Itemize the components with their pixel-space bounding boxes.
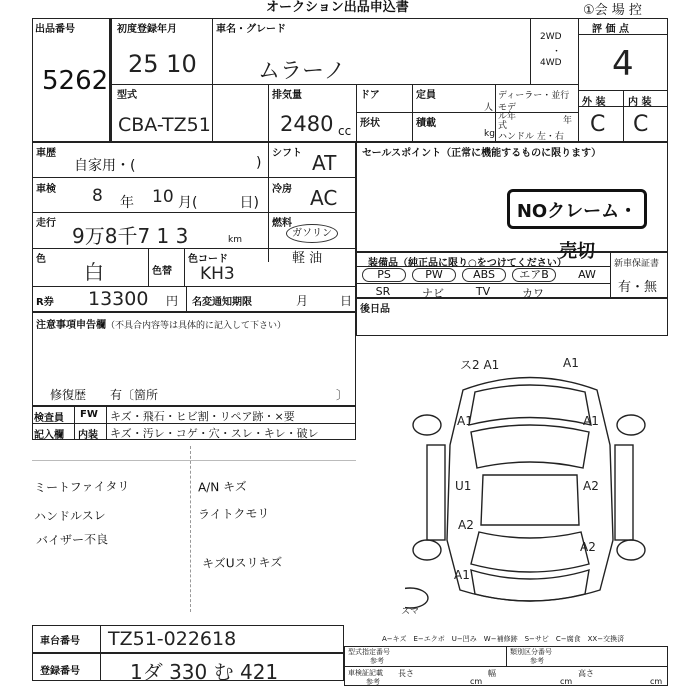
grid-line [578,90,668,91]
note-line: ミートファイタリ [33,479,130,495]
accessory-label: 後日品 [360,304,390,315]
diagram-mark: ス2 A1 [460,358,500,372]
inspector-label: 検査員 [34,413,64,424]
note-line: A/N キズ [197,479,247,495]
model-type-value: CBA-TZ51 [118,114,211,136]
color-type-label: 色替 [152,266,172,277]
history-value: 自家用・( [74,158,136,174]
wheel-rear-right [617,540,645,560]
grid-line [148,248,149,286]
length-label: 長さ [398,669,414,678]
diagram-mark: A2 [583,479,599,493]
displacement-label: 排気量 [272,90,302,101]
repair-history: 修復歴 有〔箇所 [50,388,159,402]
model-year-label: モデル年式 [498,103,517,131]
capacity-label: 定員 [416,90,436,101]
car-hood [469,385,591,425]
notice-title: 注意事項申告欄 [36,320,106,331]
notice-label [36,316,286,331]
mileage-label: 走行 [36,218,56,229]
no-claim-stamp: NOクレーム・売切 [507,189,647,229]
note-line: ハンドルスレ [33,508,106,524]
yen-unit: 円 [166,294,179,308]
name-change-label: 名変通知期限 [192,297,252,308]
repair-history-close: 〕 [336,388,349,402]
diagram-mark: スマ [401,607,419,617]
inspection-year-unit: 年 [120,195,134,211]
inspection-day: ( 日) [192,195,259,211]
grid-line [74,406,75,440]
fuel-label: 燃料 [272,218,292,229]
wheel-rear-left [413,540,441,560]
ac-value: AC [310,186,338,210]
interior-short-label: 内装 [78,430,98,441]
diagram-mark: U1 [455,479,472,493]
grid-line [32,286,356,287]
model-type-label: 型式 [117,90,137,101]
class-ref: 参考 [530,657,544,665]
notes-divider [190,446,191,612]
car-left-door [427,445,445,540]
exterior-value: C [590,112,606,137]
drive-dot: ・ [552,47,562,57]
car-roof [481,475,579,525]
name-change-month: 月 [296,294,309,308]
car-damage-diagram [405,350,655,620]
color-code-label: 色コード [188,254,228,265]
history-label: 車歴 [36,148,56,159]
rating-label: 評 価 点 [592,24,629,35]
equipment-item: ナビ [422,287,444,300]
equipment-item: SR [375,285,391,298]
drive-2wd: 2WD [540,32,562,42]
interior-label: 内 装 [628,97,652,108]
diagram-mark: A1 [454,568,470,582]
length-cm: cm [470,677,483,686]
shift-label: シフト [272,148,302,159]
color-label: 色 [36,254,46,265]
lot-number-value: 5262 [42,66,109,96]
shift-value: AT [312,151,337,175]
grid-line [212,18,213,142]
equipment-item: PW [412,268,456,282]
entry-column-label: 記入欄 [34,430,64,441]
new-car-warranty-label: 新車保証書 [614,259,660,269]
ac-label: 冷房 [272,184,292,195]
car-windshield [471,425,589,468]
damage-exterior-key: キズ・飛石・ヒビ割・リペア跡・×要 [110,410,295,423]
equipment-item: AW [578,268,596,281]
rating-value: 4 [612,44,634,84]
grid-line [184,248,185,286]
equipment-item: エアB [512,268,556,282]
equipment-label: 装備品（純正品に限り○をつけてください） [368,258,567,269]
width-cm: cm [560,677,573,686]
person-unit: 人 [484,103,494,113]
car-rear-window [471,532,589,572]
designated-ref: 参考 [370,657,384,665]
grid-line [106,406,107,440]
first-registration-label: 初度登録年月 [117,24,177,35]
equipment-item: カワ [522,287,544,300]
inspection-month-unit: 月 [178,195,192,211]
grid-line [32,212,356,213]
fuel-diesel: 軽 油 [292,251,323,266]
grid-line [356,112,578,113]
cert-ref: 参考 [366,678,380,686]
width-label: 幅 [488,669,496,678]
grid-line [610,252,611,298]
designated-no-label: 型式指定番号 [348,648,390,656]
equipment-item: PS [362,268,406,282]
wheel-front-right [617,415,645,435]
exterior-label: 外 装 [582,97,606,108]
color-code-value: KH3 [200,264,235,284]
registration-label: 登録番号 [40,666,80,677]
diagram-mark: A1 [457,414,473,428]
header-title: オークション出品申込書 [266,0,409,15]
damage-interior-key: キズ・汚レ・コゲ・穴・スレ・キレ・破レ [110,427,319,440]
name-change-day: 日 [340,294,353,308]
grid-line [186,286,187,312]
chassis-value: TZ51-022618 [108,628,237,650]
fw-label: FW [80,409,98,420]
cert-size-label: 車検証記載 [348,669,383,677]
diagram-mark: A1 [563,356,579,370]
class-no-label: 類別区分番号 [510,648,552,656]
grid-line [268,142,269,262]
notice-small: （不具合内容等は具体的に記入して下さい） [106,321,287,331]
grid-line [506,646,507,666]
car-name-value: ムラーノ [258,59,346,84]
grid-line [412,84,413,142]
color-value: 白 [84,260,104,284]
height-label: 高さ [578,669,594,678]
lot-number-label: 出品番号 [35,24,75,35]
fuel-gas-circled: ガソリン [286,224,338,243]
inspection-month-value: 10 [152,187,174,207]
note-line: キズUスリキズ [201,555,283,571]
note-line: バイザー不良 [35,532,109,548]
cc-unit: cc [338,124,352,138]
damage-legend: A−キズ E−エクボ U−凹み W−補修跡 S−サビ C−腐食 XX−交換済 [382,635,625,643]
grid-line [32,177,356,178]
venue-label: ①会 場 控 [583,3,642,18]
drive-4wd: 4WD [540,58,562,68]
r-ticket-label: R券 [36,297,54,308]
inspection-year-value: 8 [92,186,103,206]
sales-point-label: セールスポイント（正常に機能するものに限ります） [362,148,602,159]
displacement-value: 2480 [280,112,334,136]
r-ticket-value: 13300 [88,288,149,310]
equipment-item: TV [475,285,491,298]
registration-value: 1ダ 330 む 421 [130,660,279,684]
diagram-mark: A1 [583,414,599,428]
grid-line [530,18,531,84]
notes-rule [32,460,356,461]
handle-label: ハンドル 左・右 [498,132,564,142]
accessory-block [356,298,668,336]
doors-label: ドア [360,90,380,101]
load-label: 積載 [416,118,436,129]
kg-unit: kg [484,129,495,139]
car-trunk [471,570,589,601]
grid-line [268,84,269,142]
km-unit: km [228,235,242,245]
chassis-label: 車台番号 [40,636,80,647]
height-cm: cm [650,677,663,686]
grid-line [623,90,624,142]
first-registration-value: 25 10 [128,50,197,78]
wheel-front-left [413,415,441,435]
car-name-label: 車名・グレード [216,24,286,35]
diagram-mark: A2 [580,540,596,554]
year-unit: 年 [563,116,573,126]
diagram-mark: A2 [458,518,474,532]
note-line: ライトクモリ [197,506,270,522]
grid-line [356,283,610,284]
mileage-value: 9万8千7 1 3 [72,224,189,248]
grid-line [344,666,668,667]
new-car-warranty-value: 有・無 [618,280,658,295]
inspection-label: 車検 [36,184,56,195]
history-close: ) [256,155,262,171]
grid-line [356,84,357,142]
interior-value: C [633,112,649,137]
dealer-import-label: ディーラー・並行 [498,91,570,101]
car-right-door [615,445,633,540]
grid-line [578,18,579,142]
shape-label: 形状 [360,118,380,129]
equipment-item: ABS [462,268,506,282]
grid-line [495,84,496,142]
